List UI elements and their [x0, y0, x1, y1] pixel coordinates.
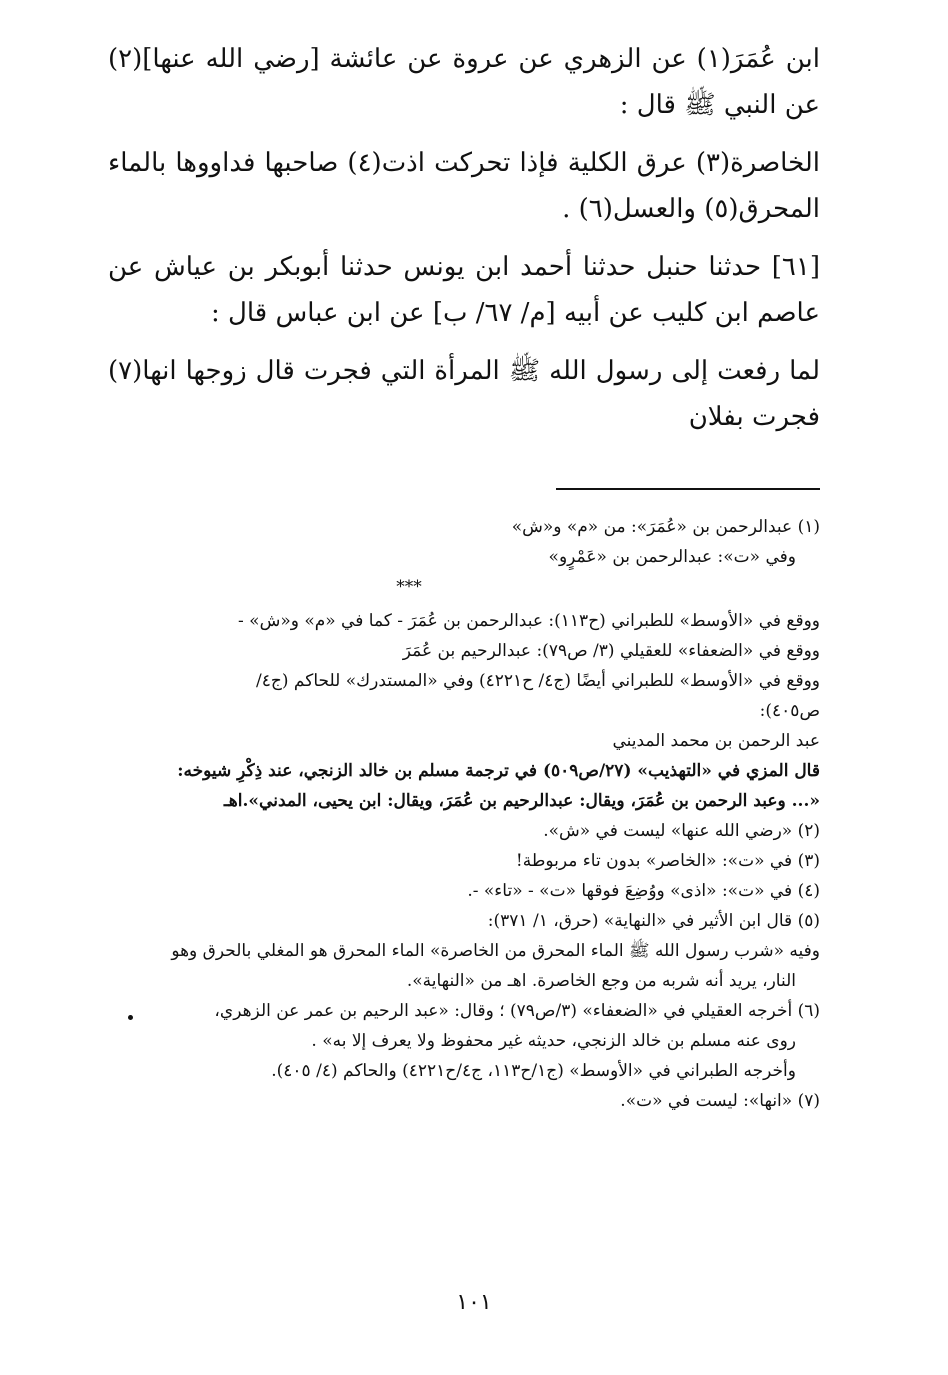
- paragraph-hadith-text: الخاصرة(٣) عرق الكلية فإذا تحركت اذت(٤) صاحبها فداووها بالماء المحرق(٥) والعسل(٦) .: [108, 148, 820, 224]
- footnote-1-line: ووقع في «الأوسط» للطبراني أيضًا (ج٤/ ح٤٢٢١) وفي «المستدرك» للحاكم (ج٤/: [256, 671, 820, 691]
- footnote-1-line: ووقع في «الأوسط» للطبراني (ح١١٣): عبدالرحمن بن عُمَرَ - كما في «م» و«ش» -: [238, 611, 820, 631]
- footnote-2: (٢) «رضي الله عنها» ليست في «ش».: [543, 821, 820, 841]
- footnote-5: (٥) قال ابن الأثير في «النهاية» (حرق، ١/ ٣٧١):: [487, 911, 820, 931]
- footnote-1-line: قال المزي في «التهذيب» (٢٧/ص٥٠٩) في ترجمة مسلم بن خالد الزنجي، عند ذِكْرِ شيوخه:: [177, 761, 820, 781]
- footnote-6-line: وأخرجه الطبراني في «الأوسط» (ج١/ح١١٣، ج٤/ح٤٢٢١) والحاكم (٤/ ٤٠٥).: [271, 1061, 796, 1081]
- footnote-3: (٣) في «ت»: «الخاصر» بدون تاء مربوطة!: [515, 851, 820, 871]
- footnote-1-line: وفي «ت»: عبدالرحمن بن «عَمْرٍو»: [548, 547, 796, 567]
- footnote-7: (٧) «انها»: ليست في «ت».: [620, 1091, 820, 1111]
- footnote-1: (١) عبدالرحمن بن «عُمَرَ»: من «م» و«ش»: [511, 517, 820, 537]
- footnote-separator-stars: ***: [396, 577, 422, 597]
- footnote-divider: [556, 488, 820, 490]
- paragraph-isnad-61: [٦١] حدثنا حنبل حدثنا أحمد ابن يونس حدثنا أبوبكر بن عياش عن عاصم ابن كليب عن أبيه [م/ ٦٧/ ب] عن ابن عباس قال :: [108, 252, 820, 328]
- footnote-1-line: عبد الرحمن بن محمد المديني: [612, 731, 820, 751]
- footnote-6: (٦) أخرجه العقيلي في «الضعفاء» (٣/ص٧٩) ؛ وقال: «عبد الرحيم بن عمر عن الزهري،: [214, 1001, 820, 1021]
- footnote-1-line: ووقع في «الضعفاء» للعقيلي (٣/ ص٧٩): عبدالرحيم بن عُمَرَ: [402, 641, 820, 661]
- footnote-5-line: وفيه «شرب رسول الله ﷺ الماء المحرق من الخاصرة» الماء المحرق هو المغلي بالحرق وهو: [171, 941, 820, 961]
- footnote-1-line: ص٤٠٥):: [759, 701, 820, 721]
- stray-dot-mark: [128, 1015, 133, 1020]
- footnotes: [108, 512, 820, 1116]
- paragraph-isnad-continuation: ابن عُمَرَ(١) عن الزهري عن عروة عن عائشة [رضي الله عنها](٢) عن النبي ﷺ قال :: [108, 44, 820, 120]
- page-number: ١٠١: [456, 1290, 492, 1315]
- footnote-6-line: روى عنه مسلم بن خالد الزنجي، حديثه غير محفوظ ولا يعرف إلا به» .: [311, 1031, 796, 1051]
- footnote-1-line: «... وعبد الرحمن بن عُمَرَ، ويقال: عبدالرحيم بن عُمَرَ، ويقال: ابن يحيى، المدني».اهـ: [223, 791, 820, 811]
- footnote-5-line: النار، يريد أنه شربه من وجع الخاصرة. اهـ من «النهاية».: [406, 971, 796, 991]
- footnote-4: (٤) في «ت»: «اذى» ووُضِعَ فوقها «ت» - «تاء» -.: [467, 881, 820, 901]
- paragraph-hadith-61-text: لما رفعت إلى رسول الله ﷺ المرأة التي فجرت قال زوجها انها(٧) فجرت بفلان: [108, 356, 820, 432]
- main-body: [108, 36, 820, 452]
